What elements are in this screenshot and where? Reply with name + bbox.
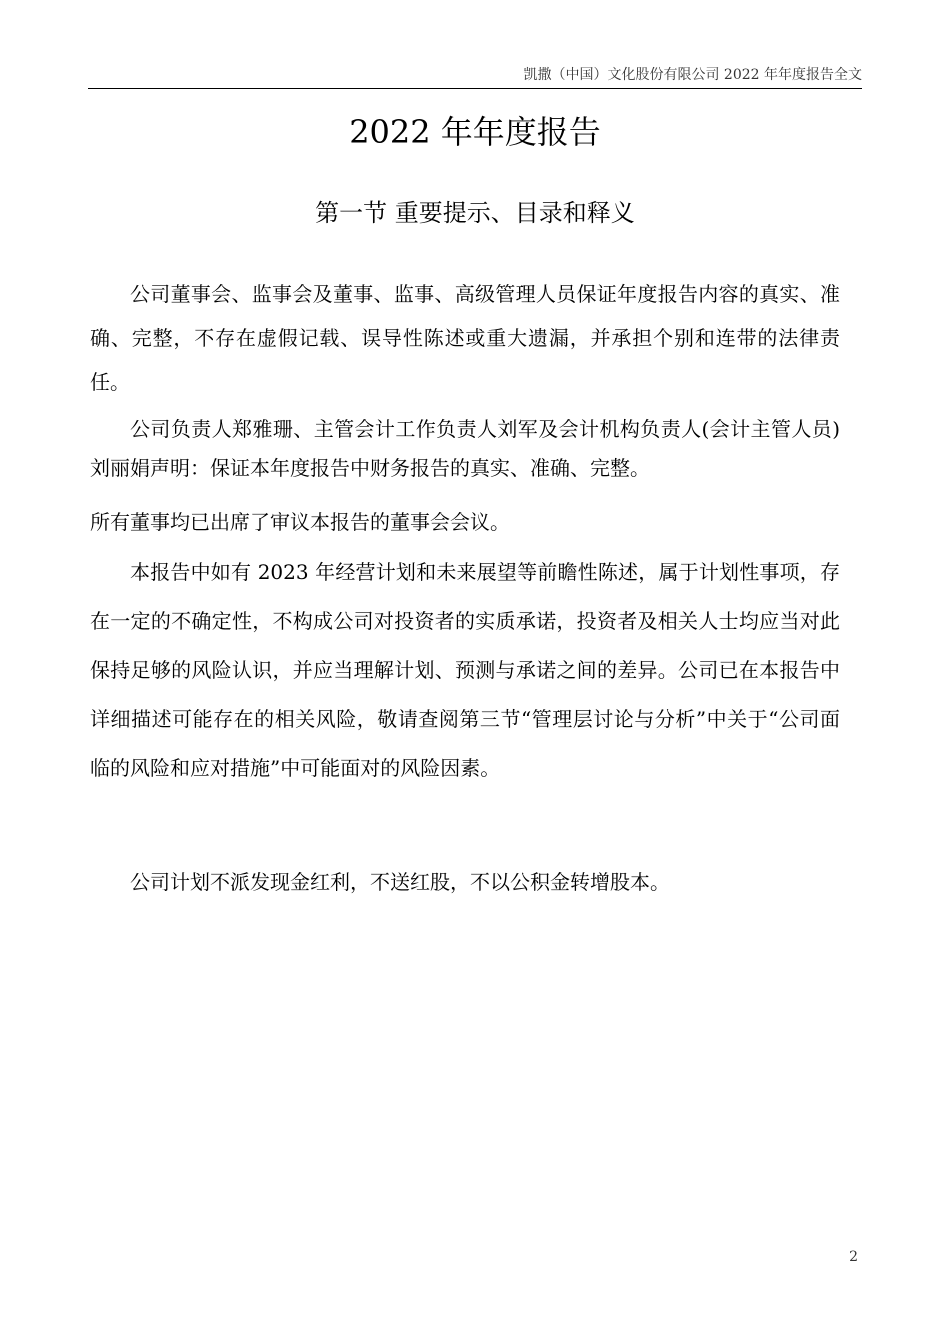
paragraph-forward-looking-statement: 本报告中如有 2023 年经营计划和未来展望等前瞻性陈述，属于计划性事项，存在一定的不确定性，不构成公司对投资者的实质承诺，投资者及相关人士均应当对此保持足够的风险认识，并应当理解计划、预测与承诺之间的差异。公司已在本报告中详细描述可能存在的相关风险，敬请查阅第三节“管理层讨论与分析”中关于“公司面临的风险和应对措施”中可能面对的风险因素。 [90,560,840,780]
running-header-title: 凯撒（中国）文化股份有限公司 2022 年年度报告全文 [523,67,862,83]
report-title: 2022 年年度报告 [349,113,601,151]
paragraph-board-attendance: 所有董事均已出席了审议本报告的董事会会议。 [90,510,510,534]
paragraph-dividend-plan: 公司计划不派发现金红利，不送红股，不以公积金转增股本。 [130,870,670,894]
section-title: 第一节 重要提示、目录和释义 [315,199,635,227]
page-number: 2 [849,1249,858,1265]
paragraph-board-guarantee: 公司董事会、监事会及董事、监事、高级管理人员保证年度报告内容的真实、准确、完整，不存在虚假记载、误导性陈述或重大遗漏，并承担个别和连带的法律责任。 [90,282,840,394]
paragraph-responsible-persons: 公司负责人郑雅珊、主管会计工作负责人刘军及会计机构负责人(会计主管人员)刘丽娟声明：保证本年度报告中财务报告的真实、准确、完整。 [90,417,840,480]
page-header [88,66,862,89]
